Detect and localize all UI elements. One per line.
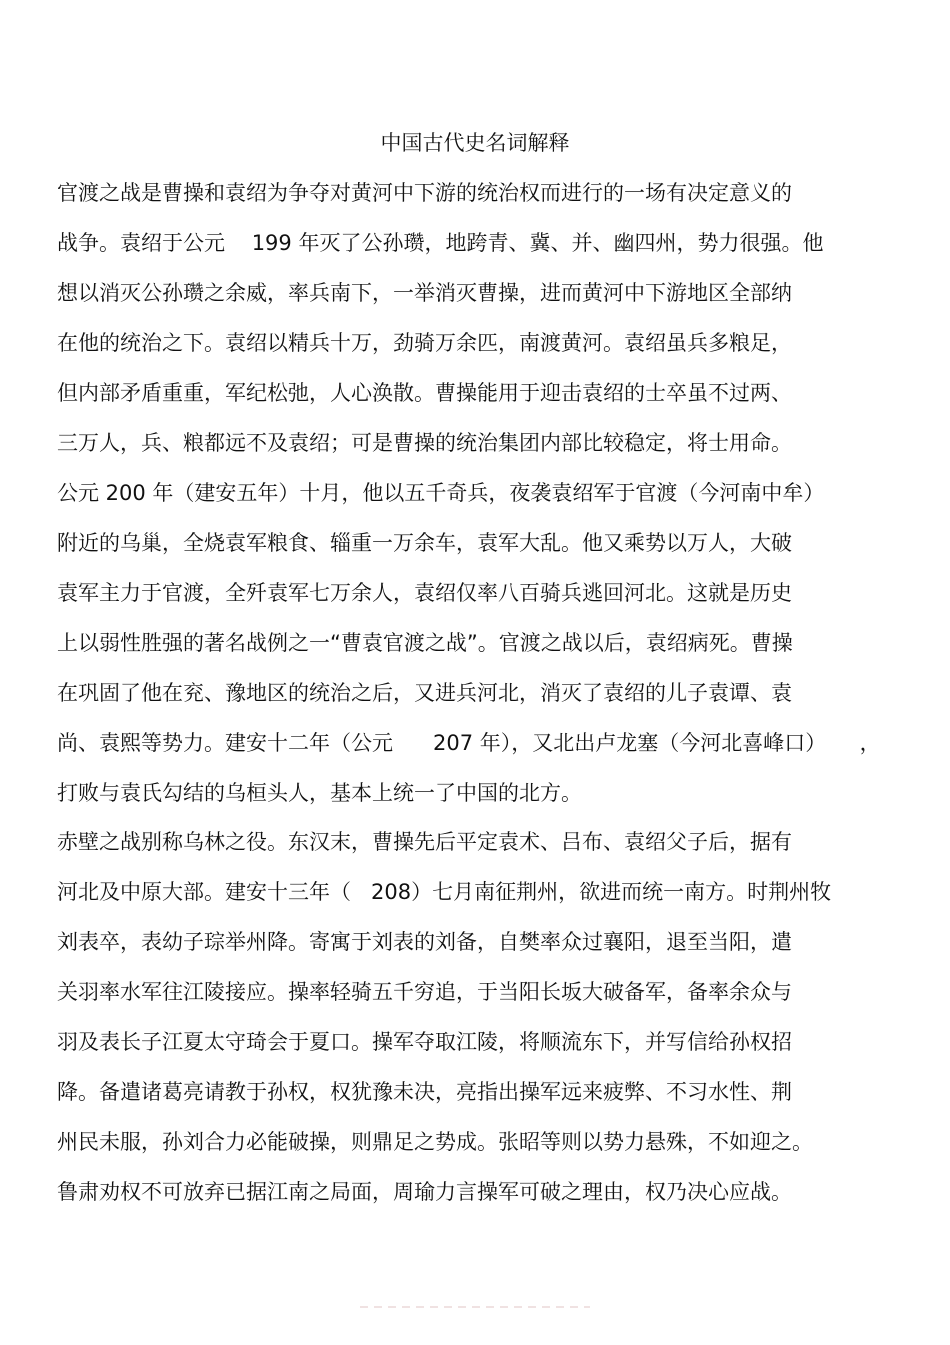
text-line: 羽及表长子江夏太守琦会于夏口。操军夺取江陵，将顺流东下，并写信给孙权招	[57, 1030, 792, 1054]
text-line: 河北及中原大部。建安十三年（ 208）七月南征荆州，欲进而统一南方。时荆州牧	[57, 880, 832, 904]
faint-footer-mark	[360, 1306, 590, 1308]
text-line: 降。备遣诸葛亮请教于孙权，权犹豫未决，亮指出操军远来疲弊、不习水性、荆	[57, 1080, 792, 1104]
document-title: 中国古代史名词解释	[380, 131, 570, 155]
text-line: 战争。袁绍于公元 199 年灭了公孙瓒，地跨青、冀、并、幽四州，势力很强。他	[57, 231, 824, 255]
text-line: 打败与袁氏勾结的乌桓头人，基本上统一了中国的北方。	[57, 781, 582, 805]
text-line: 在巩固了他在兖、豫地区的统治之后，又进兵河北，消灭了袁绍的儿子袁谭、袁	[57, 681, 792, 705]
text-line: 附近的乌巢，全烧袁军粮食、辎重一万余车，袁军大乱。他又乘势以万人，大破	[57, 531, 792, 555]
text-line: 三万人，兵、粮都远不及袁绍；可是曹操的统治集团内部比较稳定，将士用命。	[57, 431, 792, 455]
text-line: 官渡之战是曹操和袁绍为争夺对黄河中下游的统治权而进行的一场有决定意义的	[57, 181, 792, 205]
text-line: 鲁肃劝权不可放弃已据江南之局面，周瑜力言操军可破之理由，权乃决心应战。	[57, 1180, 792, 1204]
text-line: 但内部矛盾重重，军纪松弛，人心涣散。曹操能用于迎击袁绍的士卒虽不过两、	[57, 381, 792, 405]
text-line: 上以弱性胜强的著名战例之一“曹袁官渡之战”。官渡之战以后，袁绍病死。曹操	[57, 631, 793, 655]
text-line: 关羽率水军往江陵接应。操率轻骑五千穷追，于当阳长坂大破备军，备率余众与	[57, 980, 792, 1004]
text-line: 州民未服，孙刘合力必能破操，则鼎足之势成。张昭等则以势力悬殊，不如迎之。	[57, 1130, 813, 1154]
text-line: 袁军主力于官渡，全歼袁军七万余人，袁绍仅率八百骑兵逃回河北。这就是历史	[57, 581, 792, 605]
text-line: 想以消灭公孙瓒之余威，率兵南下，一举消灭曹操，进而黄河中下游地区全部纳	[57, 281, 792, 305]
text-line: 赤壁之战别称乌林之役。东汉末，曹操先后平定袁术、吕布、袁绍父子后，据有	[57, 830, 792, 854]
text-line: 尚、袁熙等势力。建安十二年（公元 207 年），又北出卢龙塞（今河北喜峰口） ，	[57, 731, 881, 755]
text-line: 在他的统治之下。袁绍以精兵十万，劲骑万余匹，南渡黄河。袁绍虽兵多粮足，	[57, 331, 792, 355]
text-line: 刘表卒，表幼子琮举州降。寄寓于刘表的刘备，自樊率众过襄阳，退至当阳，遣	[57, 930, 792, 954]
text-line: 公元 200 年（建安五年）十月，他以五千奇兵，夜袭袁绍军于官渡（今河南中牟）	[57, 481, 825, 505]
